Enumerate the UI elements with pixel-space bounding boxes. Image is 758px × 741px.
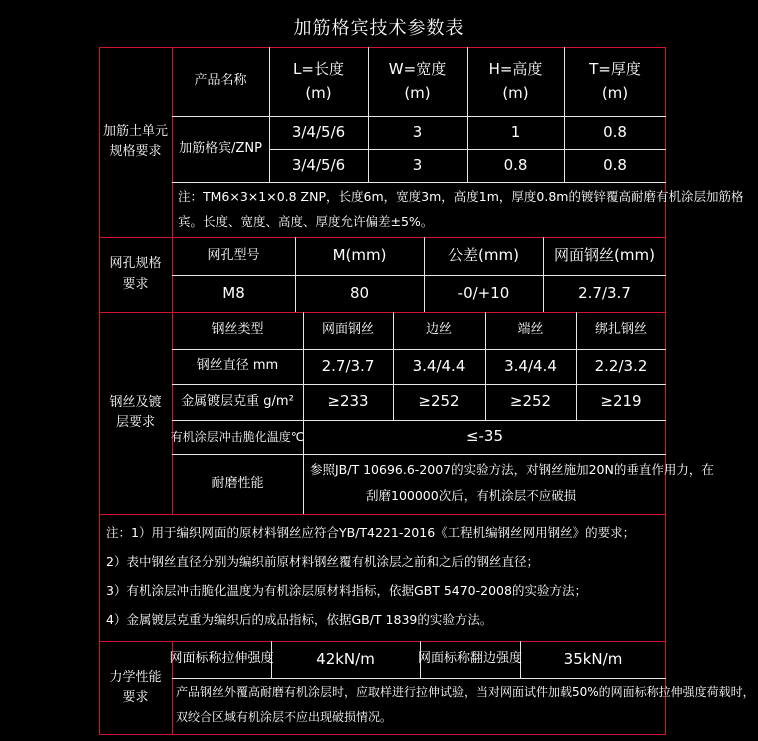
label-line: 规格要求 (109, 144, 162, 159)
header-tolerance: 公差(mm) (448, 246, 519, 265)
grid-line (172, 678, 666, 679)
note-line-1: 注：1）用于编织网面的原材料钢丝应符合YB/T4221-2016《工程机编钢丝网用钢丝》的要求； (106, 525, 636, 540)
diameter-edge: 3.4/4.4 (412, 356, 466, 375)
coating-binding: ≥219 (600, 392, 642, 411)
label-flip-strength: 网面标称翻边强度 (418, 651, 523, 667)
header-length (269, 47, 368, 116)
spec-note-line: 宾。长度、宽度、高度、厚度允许偏差±5%。 (178, 214, 434, 229)
cell-height: 0.8 (503, 155, 528, 174)
cell-thickness: 0.8 (603, 122, 627, 141)
header-width (368, 47, 467, 116)
header-product-name: 产品名称 (194, 73, 247, 89)
label-line: 加筋土单元 (102, 123, 168, 139)
label-wear-resistance: 耐磨性能 (211, 475, 264, 491)
header-mesh-wire: 网面钢丝(mm) (554, 246, 655, 265)
header-wire-type: 钢丝类型 (211, 322, 264, 338)
diameter-binding: 2.2/3.2 (594, 356, 648, 375)
diameter-mesh: 2.7/3.7 (321, 356, 375, 375)
wear-description: 参照JB/T 10696.6-2007的实验方法，对钢丝施加20N的垂直作用力，在 (310, 462, 714, 477)
label-line: 力学性能 (109, 669, 162, 685)
label-line: 层要求 (115, 415, 155, 430)
cell-length: 3/4/5/6 (291, 122, 346, 141)
brittle-temp-value: ≤-35 (465, 427, 504, 446)
mesh-wire-value: 2.7/3.7 (578, 283, 631, 302)
header-mesh-wire: 网面钢丝 (321, 322, 374, 338)
header-unit: (m) (502, 83, 529, 102)
header-thickness (564, 47, 666, 116)
diameter-end: 3.4/4.4 (504, 356, 557, 375)
tolerance-value: -0/+10 (457, 283, 510, 302)
header-end-wire: 端丝 (517, 322, 544, 338)
product-model: 加筋格宾/ZNP (179, 140, 262, 156)
section-divider (99, 514, 666, 515)
cell-length: 3/4/5/6 (291, 155, 346, 174)
label-tensile-strength: 网面标称拉伸强度 (169, 651, 274, 667)
header-line: L=长度 (293, 60, 344, 79)
section-label-mesh (99, 237, 172, 312)
spec-note-line: 注：TM6×3×1×0.8 ZNP，长度6m，宽度3m，高度1m，厚度0.8m的镀锌覆高耐磨有机涂层加筋格 (178, 189, 744, 204)
grid-line (172, 182, 666, 183)
header-unit: (m) (404, 83, 431, 102)
header-unit: (m) (601, 83, 629, 102)
wear-description: 刮磨100000次后，有机涂层不应破损 (366, 488, 577, 503)
label-wire-diameter: 钢丝直径 mm (196, 358, 279, 374)
coating-mesh: ≥233 (327, 392, 369, 411)
table-title: 加筋格宾技术参数表 (293, 18, 465, 39)
mesh-model-value: M8 (222, 283, 245, 302)
cell-thickness: 0.8 (603, 155, 627, 174)
label-line: 要求 (122, 690, 149, 705)
note-line-4: 4）金属镀层克重为编织后的成品指标，依据GB/T 1839的实验方法。 (106, 612, 493, 627)
note-line-2: 2）表中钢丝直径分别为编织前原材料钢丝覆有机涂层之前和之后的钢丝直径； (106, 554, 539, 569)
tensile-strength-value: 42kN/m (316, 649, 375, 668)
header-mesh-size: M(mm) (332, 246, 387, 265)
label-line: 钢丝及镀 (109, 394, 162, 410)
header-line: H=高度 (488, 60, 543, 79)
header-line: W=宽度 (388, 60, 447, 79)
mechanical-description: 产品钢丝外覆高耐磨有机涂层时，应取样进行拉伸试验，当对网面试件加载50%的网面标称拉伸强度荷载时， (176, 685, 755, 699)
header-line: T=厚度 (589, 60, 641, 79)
header-unit: (m) (305, 83, 332, 102)
cell-height: 1 (510, 122, 521, 141)
coating-edge: ≥252 (418, 392, 460, 411)
label-line: 网孔规格 (109, 256, 162, 272)
header-mesh-model: 网孔型号 (207, 247, 260, 263)
coating-end: ≥252 (509, 392, 552, 411)
mechanical-description: 双绞合区域有机涂层不应出现破损情况。 (176, 710, 393, 724)
flip-strength-value: 35kN/m (563, 649, 623, 668)
section-label-wire (99, 312, 172, 514)
mesh-size-value: 80 (349, 283, 370, 302)
note-line-3: 3）有机涂层冲击脆化温度为有机涂层原材料指标，依据GBT 5470-2008的实验方法； (106, 583, 587, 598)
cell-width: 3 (412, 155, 423, 174)
section-label-spec (99, 47, 172, 237)
label-coating-weight: 金属镀层克重 g/m² (181, 393, 294, 409)
cell-width: 3 (412, 122, 423, 141)
header-height (467, 47, 564, 116)
header-edge-wire: 边丝 (425, 322, 452, 338)
label-brittle-temp: 有机涂层冲击脆化温度℃ (170, 429, 305, 444)
label-line: 要求 (122, 276, 149, 292)
section-label-mechanical (99, 641, 172, 735)
header-binding-wire: 绑扎钢丝 (594, 322, 647, 338)
